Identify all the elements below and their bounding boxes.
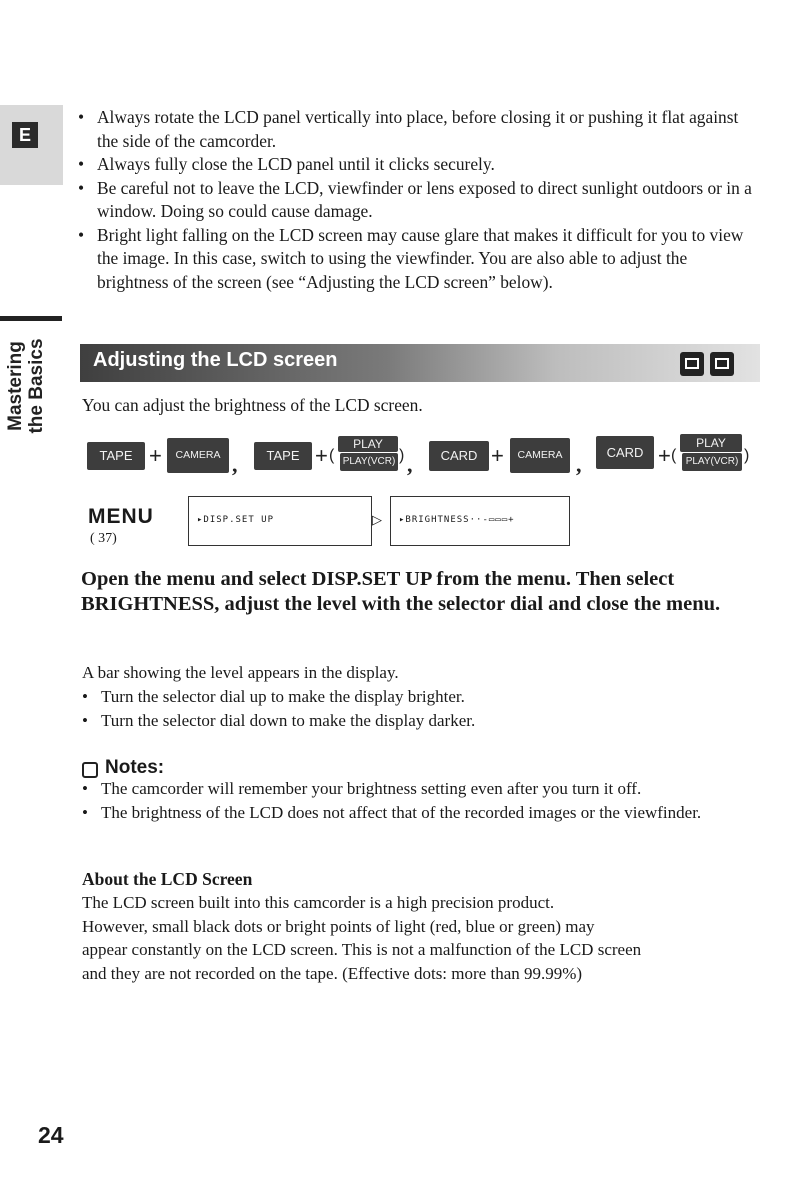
menu-screen-disp-setup <box>188 496 372 546</box>
list-item: • Be careful not to leave the LCD, viewfinder or lens exposed to direct sunlight outdoors or in a window. Doing so could cause damage. <box>78 177 758 224</box>
about-title: About the LCD Screen <box>82 869 253 889</box>
list-item: • Always fully close the LCD panel until it clicks securely. <box>78 153 758 177</box>
menu-item-text: ▸BRIGHTNESS··-▭▭▭+ <box>399 515 515 525</box>
plus-sign: + <box>315 443 328 468</box>
list-item: • Always rotate the LCD panel vertically into place, before closing it or pushing it flat against the side of the camcorder. <box>78 106 758 153</box>
section-title: Adjusting the LCD screen <box>93 349 338 371</box>
camera-mode-badge: CAMERA <box>510 438 570 473</box>
list-item: • Turn the selector dial down to make the display darker. <box>82 709 762 733</box>
section-intro: You can adjust the brightness of the LCD screen. <box>82 395 423 415</box>
tape-mode-badge: TAPE <box>87 442 145 470</box>
about-line: The LCD screen built into this camcorder is a high precision product. <box>82 893 555 912</box>
chapter-label-line2: the Basics <box>26 338 47 434</box>
about-line: However, small black dots or bright points of light (red, blue or green) may <box>82 916 595 936</box>
menu-item-text: ▸DISP.SET UP <box>197 515 275 525</box>
menu-label: MENU <box>88 505 154 528</box>
list-item: • Bright light falling on the LCD screen may cause glare that makes it difficult for you to view the image. In this case, switch to using the viewfinder. You are also able to adjust the brightness of the screen (see “Adjusting the LCD screen” below). <box>78 224 758 295</box>
menu-screen-brightness <box>390 496 570 546</box>
notes-title: Notes: <box>105 757 165 778</box>
page-reference: ( 37) <box>90 531 117 546</box>
play-vcr-badge: PLAY(VCR) <box>340 453 398 471</box>
play-vcr-badge: PLAY(VCR) <box>682 453 742 471</box>
card-mode-badge: CARD <box>429 441 489 471</box>
separator-comma: , <box>576 452 582 477</box>
camera-mode-badge: CAMERA <box>167 438 229 473</box>
precautions-list <box>78 106 758 294</box>
body-paragraph: A bar showing the level appears in the display. <box>82 663 399 682</box>
about-line: appear constantly on the LCD screen. This is not a malfunction of the LCD screen <box>82 940 642 959</box>
play-badge: PLAY <box>338 436 398 452</box>
open-paren: ( <box>671 447 677 464</box>
open-paren: ( <box>329 447 335 464</box>
arrow-right-icon: ▷ <box>372 512 382 527</box>
separator-comma: , <box>232 452 238 477</box>
close-paren: ) <box>744 447 750 464</box>
separator-comma: , <box>407 452 413 477</box>
tape-mode-badge: TAPE <box>254 442 312 470</box>
list-item: • The camcorder will remember your brightness setting even after you turn it off. <box>82 777 762 801</box>
about-body <box>82 891 762 985</box>
list-item: • Turn the selector dial up to make the display brighter. <box>82 685 762 709</box>
dial-instructions-list <box>82 685 762 733</box>
chapter-label <box>5 311 61 461</box>
plus-sign: + <box>491 443 504 468</box>
page-number: 24 <box>38 1122 64 1148</box>
notes-icon <box>82 762 98 778</box>
list-item: • The brightness of the LCD does not affect that of the recorded images or the viewfinder. <box>82 801 762 825</box>
camera-mode-icon <box>680 352 704 376</box>
chapter-label-line1: Mastering <box>5 341 26 431</box>
instruction-heading: Open the menu and select DISP.SET UP from the menu. Then select BRIGHTNESS, adjust the level with the selector dial and close the menu. <box>81 568 721 615</box>
card-mode-icon <box>710 352 734 376</box>
language-letter: E <box>12 122 38 148</box>
card-mode-badge: CARD <box>596 436 654 469</box>
notes-list <box>82 777 762 825</box>
plus-sign: + <box>658 443 671 468</box>
close-paren: ) <box>399 447 405 464</box>
plus-sign: + <box>149 443 162 468</box>
play-badge: PLAY <box>680 434 742 452</box>
about-line: and they are not recorded on the tape. (Effective dots: more than 99.99%) <box>82 963 583 983</box>
